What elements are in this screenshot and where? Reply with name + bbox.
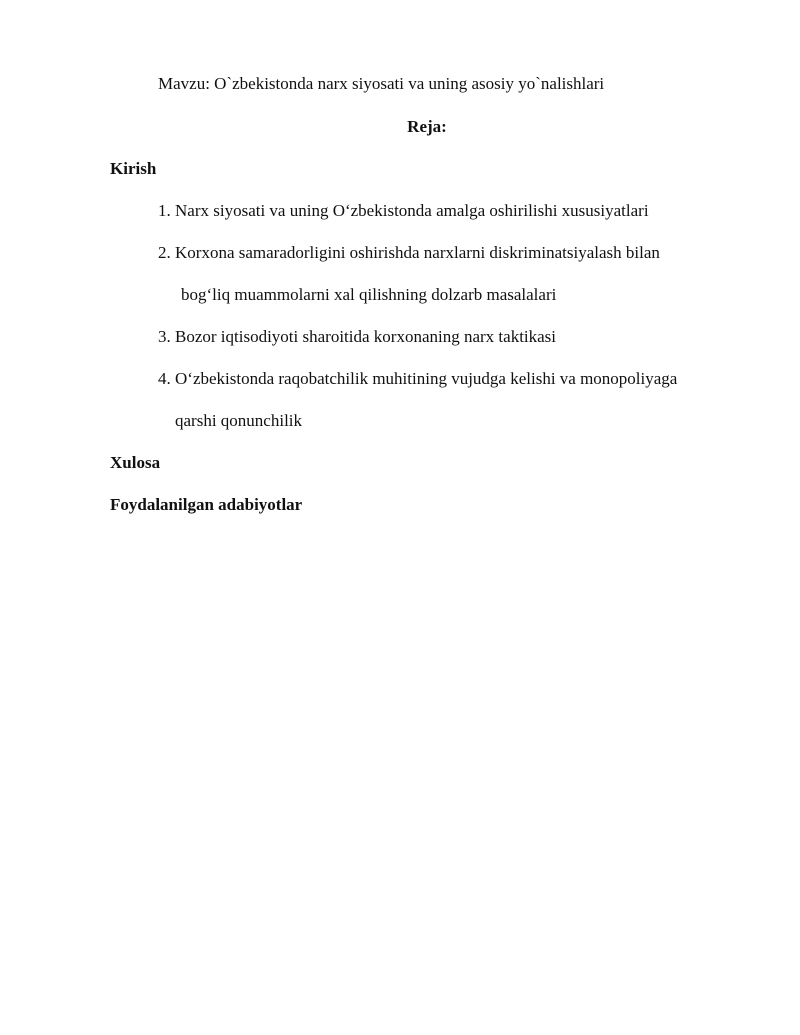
references-heading: Foydalanilgan adabiyotlar: [110, 495, 303, 514]
intro-heading: Kirish: [110, 159, 157, 178]
plan-item-2-line-2: bog‘liq muammolarni xal qilishning dolzarb masalalari: [181, 285, 557, 304]
plan-title: Reja:: [407, 117, 447, 136]
plan-item-1: 1. Narx siyosati va uning O‘zbekistonda amalga oshirilishi xususiyatlari: [158, 201, 649, 220]
plan-item-4-line-1: 4. O‘zbekistonda raqobatchilik muhitining vujudga kelishi va monopoliyaga: [158, 369, 678, 388]
conclusion-heading: Xulosa: [110, 453, 161, 472]
plan-item-3: 3. Bozor iqtisodiyoti sharoitida korxonaning narx taktikasi: [158, 327, 557, 346]
topic-heading: Mavzu: O`zbekistonda narx siyosati va uning asosiy yo`nalishlari: [158, 74, 605, 93]
plan-item-2-line-1: 2. Korxona samaradorligini oshirishda narxlarni diskriminatsiyalash bilan: [158, 243, 660, 262]
plan-item-4-line-2: qarshi qonunchilik: [175, 411, 303, 430]
